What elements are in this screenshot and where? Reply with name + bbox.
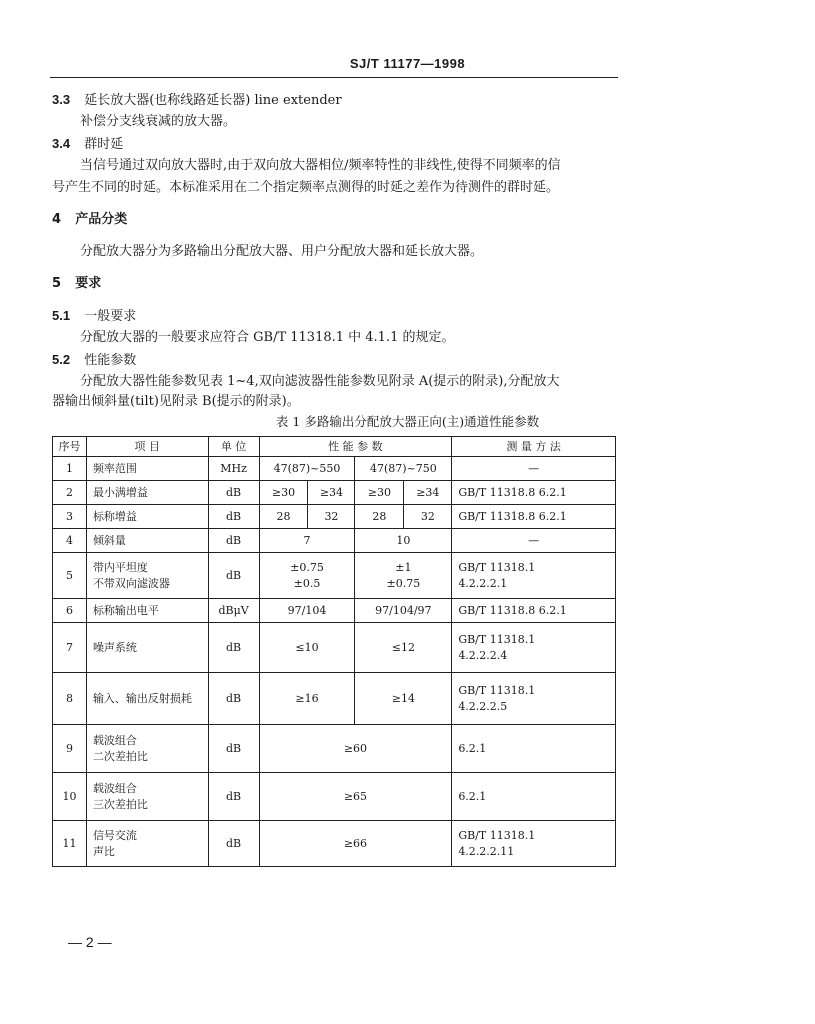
page-header: SJ/T 11177—1998: [349, 56, 466, 71]
cell-item: 标称输出电平: [86, 599, 208, 623]
cell-param-a2: ≥34: [308, 481, 355, 505]
cell-method: 6.2.1: [452, 725, 616, 773]
cell-seq: 2: [53, 481, 87, 505]
cell-param-value: ≥60: [259, 725, 452, 773]
cell-item-line1: 带内平坦度: [92, 560, 148, 574]
performance-table: [52, 436, 616, 867]
section-number: 3.3: [52, 92, 71, 107]
cell-param-b1: ≥30: [355, 481, 404, 505]
section-title: 群时延: [84, 137, 124, 152]
cell-method: GB/T 11318.8 6.2.1: [452, 505, 616, 529]
cell-item: 标称增益: [86, 505, 208, 529]
cell-param-a1: ≥30: [259, 481, 308, 505]
cell-param-a: [259, 553, 355, 599]
cell-item-line1: 载波组合: [92, 733, 137, 747]
cell-item-line1: 载波组合: [92, 781, 137, 795]
cell-param-b2: ≥34: [404, 481, 452, 505]
cell-param-b: ≥14: [355, 673, 452, 725]
cell-method: GB/T 11318.8 6.2.1: [452, 599, 616, 623]
section-3-4-heading: [52, 134, 123, 155]
cell-param-a: ≥16: [259, 673, 355, 725]
cell-unit: dB: [208, 505, 259, 529]
section-number: 4: [52, 212, 62, 227]
section-title: 产品分类: [75, 212, 128, 227]
header-rule: [50, 77, 618, 78]
cell-item: [86, 821, 208, 867]
cell-param-b: ≤12: [355, 623, 452, 673]
section-number: 3.4: [52, 136, 71, 151]
header-method: 测 量 方 法: [452, 437, 616, 457]
cell-param-b: 97/104/97: [355, 599, 452, 623]
cell-param-a: ≤10: [259, 623, 355, 673]
table-row: [53, 505, 616, 529]
cell-seq: 4: [53, 529, 87, 553]
cell-item: 频率范围: [86, 457, 208, 481]
cell-method: —: [452, 529, 616, 553]
cell-param-value: ≥65: [259, 773, 452, 821]
cell-unit: dB: [208, 623, 259, 673]
cell-param-b: [355, 553, 452, 599]
cell-param-b: 10: [355, 529, 452, 553]
cell-seq: 9: [53, 725, 87, 773]
section-5-2-text-line1: 分配放大器性能参数见表 1~4,双向滤波器性能参数见附录 A(提示的附录),分配放大: [80, 374, 560, 389]
section-title: 延长放大器(也称线路延长器) line extender: [84, 93, 342, 108]
cell-seq: 11: [53, 821, 87, 867]
cell-seq: 3: [53, 505, 87, 529]
cell-method-line1: GB/T 11318.1: [458, 828, 536, 842]
cell-param-b-line2: ±0.75: [386, 576, 421, 590]
table-row: [53, 623, 616, 673]
cell-item-line2: 二次差拍比: [92, 749, 148, 763]
cell-method: [452, 553, 616, 599]
cell-unit: dB: [208, 773, 259, 821]
section-5-1-text: 分配放大器的一般要求应符合 GB/T 11318.1 中 4.1.1 的规定。: [80, 330, 455, 345]
cell-item-line2: 三次差拍比: [92, 797, 148, 811]
cell-seq: 8: [53, 673, 87, 725]
cell-seq: 10: [53, 773, 87, 821]
cell-seq: 5: [53, 553, 87, 599]
section-number: 5.2: [52, 352, 71, 367]
cell-method-line1: GB/T 11318.1: [458, 632, 536, 646]
cell-item: 倾斜量: [86, 529, 208, 553]
section-3-4-text-line2: 号产生不同的时延。本标准采用在二个指定频率点测得的时延之差作为待测件的群时延。: [52, 180, 560, 195]
section-title: 一般要求: [84, 309, 137, 324]
section-5-2-text-line2: 器输出倾斜量(tilt)见附录 B(提示的附录)。: [52, 394, 300, 409]
cell-param-b2: 32: [404, 505, 452, 529]
table-row: [53, 673, 616, 725]
cell-param-a: 7: [259, 529, 355, 553]
cell-item: [86, 725, 208, 773]
header-unit: 单 位: [208, 437, 259, 457]
header-item: 项 目: [86, 437, 208, 457]
table-row: [53, 529, 616, 553]
cell-param-b1: 28: [355, 505, 404, 529]
table-row: [53, 457, 616, 481]
cell-unit: dB: [208, 673, 259, 725]
cell-param-value: ≥66: [259, 821, 452, 867]
cell-unit: dBμV: [208, 599, 259, 623]
section-3-3-heading: [52, 90, 342, 111]
cell-seq: 6: [53, 599, 87, 623]
cell-unit: dB: [208, 821, 259, 867]
cell-param-a: 97/104: [259, 599, 355, 623]
table-row: [53, 821, 616, 867]
table-row: [53, 599, 616, 623]
cell-unit: dB: [208, 553, 259, 599]
table-row: [53, 481, 616, 505]
cell-item-line2: 声比: [92, 844, 115, 858]
page-number: — 2 —: [68, 934, 112, 950]
section-4-heading: [52, 210, 127, 230]
cell-method: GB/T 11318.8 6.2.1: [452, 481, 616, 505]
table-caption: 表 1 多路输出分配放大器正向(主)通道性能参数: [275, 414, 540, 429]
cell-item: 噪声系统: [86, 623, 208, 673]
cell-param-a: 47(87)~550: [259, 457, 355, 481]
cell-item: [86, 773, 208, 821]
cell-method: [452, 673, 616, 725]
cell-param-b-line1: ±1: [395, 560, 412, 574]
section-5-1-heading: [52, 306, 136, 327]
table-row: [53, 725, 616, 773]
cell-param-b: 47(87)~750: [355, 457, 452, 481]
cell-unit: dB: [208, 481, 259, 505]
cell-param-a2: 32: [308, 505, 355, 529]
cell-method-line1: GB/T 11318.1: [458, 683, 536, 697]
cell-item-line2: 不带双向滤波器: [92, 576, 170, 590]
cell-seq: 1: [53, 457, 87, 481]
cell-item: 输入、输出反射损耗: [86, 673, 208, 725]
cell-method: [452, 821, 616, 867]
section-number: 5: [52, 276, 62, 291]
cell-unit: MHz: [208, 457, 259, 481]
cell-param-a-line2: ±0.5: [293, 576, 321, 590]
cell-seq: 7: [53, 623, 87, 673]
cell-param-a1: 28: [259, 505, 308, 529]
cell-method-line1: GB/T 11318.1: [458, 560, 536, 574]
cell-param-a-line1: ±0.75: [290, 560, 324, 574]
section-3-3-text: 补偿分支线衰减的放大器。: [80, 114, 237, 129]
section-5-2-heading: [52, 350, 136, 371]
cell-item-line1: 信号交流: [92, 828, 137, 842]
section-title: 要求: [75, 276, 102, 291]
table-row: [53, 773, 616, 821]
cell-method: —: [452, 457, 616, 481]
cell-method: 6.2.1: [452, 773, 616, 821]
section-5-heading: [52, 274, 101, 294]
table-header-row: [53, 437, 616, 457]
section-4-text: 分配放大器分为多路输出分配放大器、用户分配放大器和延长放大器。: [80, 244, 484, 259]
section-number: 5.1: [52, 308, 71, 323]
header-params: 性 能 参 数: [259, 437, 452, 457]
section-title: 性能参数: [84, 353, 137, 368]
cell-unit: dB: [208, 529, 259, 553]
cell-item: [86, 553, 208, 599]
cell-method: [452, 623, 616, 673]
cell-unit: dB: [208, 725, 259, 773]
header-seq: 序号: [53, 437, 87, 457]
cell-method-line2: 4.2.2.2.1: [458, 576, 508, 590]
cell-method-line2: 4.2.2.2.5: [458, 699, 508, 713]
cell-method-line2: 4.2.2.2.4: [458, 648, 508, 662]
cell-method-line2: 4.2.2.2.11: [458, 844, 515, 858]
section-3-4-text-line1: 当信号通过双向放大器时,由于双向放大器相位/频率特性的非线性,使得不同频率的信: [80, 158, 561, 173]
table-row: [53, 553, 616, 599]
cell-item: 最小满增益: [86, 481, 208, 505]
